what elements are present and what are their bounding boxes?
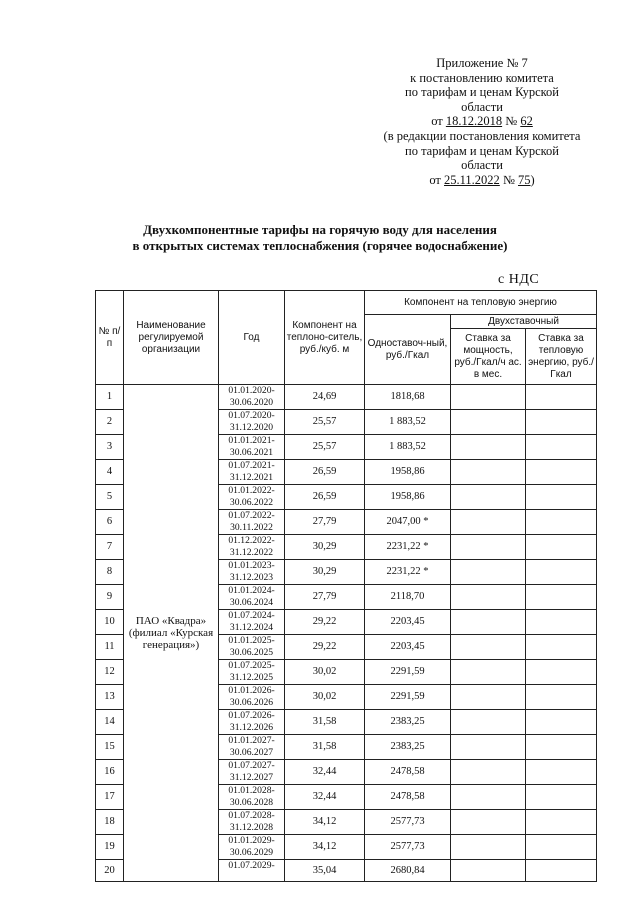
period-cell [219, 460, 285, 485]
single-rate-value: 2203,45 [365, 610, 451, 635]
from-label-2: от [429, 172, 441, 187]
capacity-rate-value [451, 860, 526, 882]
carrier-value: 32,44 [285, 785, 365, 810]
carrier-value: 29,22 [285, 610, 365, 635]
capacity-rate-value [451, 585, 526, 610]
annex-line-7: по тарифам и ценам Курской [405, 143, 559, 158]
vat-note: с НДС [498, 272, 540, 287]
row-number: 7 [96, 535, 124, 560]
heat-rate-value [526, 585, 597, 610]
period-to: 30.06.2022 [229, 497, 274, 508]
single-rate-value: 2478,58 [365, 760, 451, 785]
period-to: 31.12.2020 [229, 422, 274, 433]
single-rate-value: 1958,86 [365, 485, 451, 510]
annex-line-2: к постановлению комитета [410, 70, 554, 85]
period-from: 01.07.2020- [228, 410, 275, 421]
decree-date: 18.12.2018 [445, 114, 503, 129]
period-cell [219, 435, 285, 460]
row-number: 5 [96, 485, 124, 510]
carrier-value: 25,57 [285, 410, 365, 435]
period-from: 01.01.2025- [228, 635, 275, 646]
period-cell [219, 835, 285, 860]
capacity-rate-value [451, 560, 526, 585]
row-number: 4 [96, 460, 124, 485]
period-to: 30.06.2028 [229, 797, 274, 808]
period-from: 01.07.2026- [228, 710, 275, 721]
single-rate-value: 1 883,52 [365, 410, 451, 435]
period-from: 01.12.2022- [228, 535, 275, 546]
period-cell [219, 735, 285, 760]
single-rate-value: 2231,22 * [365, 560, 451, 585]
single-rate-value: 2118,70 [365, 585, 451, 610]
carrier-value: 34,12 [285, 835, 365, 860]
period-cell [219, 535, 285, 560]
period-from: 01.01.2020- [228, 385, 275, 396]
period-cell [219, 385, 285, 410]
period-cell [219, 410, 285, 435]
header-energy: Компонент на тепловую энергию [365, 291, 597, 315]
period-from: 01.07.2024- [228, 610, 275, 621]
period-to: 31.12.2022 [229, 547, 274, 558]
carrier-value: 30,29 [285, 560, 365, 585]
row-number: 9 [96, 585, 124, 610]
row-number: 19 [96, 835, 124, 860]
single-rate-value: 1958,86 [365, 460, 451, 485]
header-double: Двухставочный [451, 315, 597, 329]
annex-header [372, 56, 592, 187]
capacity-rate-value [451, 635, 526, 660]
row-number: 17 [96, 785, 124, 810]
heat-rate-value [526, 435, 597, 460]
table-body [96, 385, 597, 882]
single-rate-value: 2203,45 [365, 635, 451, 660]
carrier-value: 32,44 [285, 760, 365, 785]
heat-rate-value [526, 760, 597, 785]
period-from: 01.01.2029- [228, 835, 275, 846]
row-number: 1 [96, 385, 124, 410]
period-from: 01.07.2022- [228, 510, 275, 521]
heat-rate-value [526, 510, 597, 535]
single-rate-value: 1818,68 [365, 385, 451, 410]
period-to: 31.12.2021 [229, 472, 274, 483]
table-row [96, 385, 597, 410]
single-rate-value: 2047,00 * [365, 510, 451, 535]
row-number: 2 [96, 410, 124, 435]
annex-line-1: Приложение № 7 [436, 56, 528, 70]
document-title [80, 222, 560, 253]
row-number: 18 [96, 810, 124, 835]
row-number: 14 [96, 710, 124, 735]
period-to: 30.11.2022 [230, 522, 273, 533]
period-from: 01.01.2024- [228, 585, 275, 596]
capacity-rate-value [451, 410, 526, 435]
carrier-value: 27,79 [285, 585, 365, 610]
carrier-value: 27,79 [285, 510, 365, 535]
single-rate-value: 2383,25 [365, 710, 451, 735]
period-from: 01.01.2023- [228, 560, 275, 571]
row-number: 13 [96, 685, 124, 710]
period-from: 01.01.2028- [228, 785, 275, 796]
capacity-rate-value [451, 785, 526, 810]
header-single: Одноставоч-ный, руб./Гкал [365, 315, 451, 385]
row-number: 15 [96, 735, 124, 760]
heat-rate-value [526, 785, 597, 810]
row-number: 6 [96, 510, 124, 535]
carrier-value: 30,02 [285, 660, 365, 685]
period-to: 31.12.2023 [229, 572, 274, 583]
number-label: № [505, 114, 518, 129]
period-cell [219, 760, 285, 785]
heat-rate-value [526, 460, 597, 485]
carrier-value: 35,04 [285, 860, 365, 882]
period-from: 01.01.2022- [228, 485, 275, 496]
amendment-number: 75 [518, 172, 531, 187]
carrier-value: 26,59 [285, 485, 365, 510]
row-number: 3 [96, 435, 124, 460]
period-from: 01.01.2026- [228, 685, 275, 696]
heat-rate-value [526, 560, 597, 585]
period-to: 30.06.2026 [229, 697, 274, 708]
period-from: 01.07.2027- [228, 760, 275, 771]
period-from: 01.07.2021- [228, 460, 275, 471]
decree-number: 62 [520, 114, 533, 129]
single-rate-value: 2231,22 * [365, 535, 451, 560]
header-year: Год [219, 291, 285, 385]
annex-line-3: по тарифам и ценам Курской [405, 85, 559, 100]
heat-rate-value [526, 635, 597, 660]
capacity-rate-value [451, 710, 526, 735]
heat-rate-value [526, 860, 597, 882]
period-from: 01.07.2029- [228, 860, 275, 871]
period-cell [219, 660, 285, 685]
number-label-2: № [502, 172, 515, 187]
period-cell [219, 710, 285, 735]
period-cell [219, 810, 285, 835]
capacity-rate-value [451, 435, 526, 460]
carrier-value: 30,29 [285, 535, 365, 560]
carrier-value: 30,02 [285, 685, 365, 710]
period-cell [219, 560, 285, 585]
heat-rate-value [526, 810, 597, 835]
period-cell [219, 510, 285, 535]
heat-rate-value [526, 385, 597, 410]
row-number: 10 [96, 610, 124, 635]
period-cell [219, 785, 285, 810]
closing-paren: ) [530, 172, 535, 187]
single-rate-value: 2383,25 [365, 735, 451, 760]
period-to: 30.06.2021 [229, 447, 274, 458]
carrier-value: 24,69 [285, 385, 365, 410]
heat-rate-value [526, 660, 597, 685]
heat-rate-value [526, 710, 597, 735]
from-label: от [431, 114, 443, 129]
capacity-rate-value [451, 810, 526, 835]
period-from: 01.07.2025- [228, 660, 275, 671]
row-number: 11 [96, 635, 124, 660]
capacity-rate-value [451, 735, 526, 760]
heat-rate-value [526, 685, 597, 710]
row-number: 12 [96, 660, 124, 685]
period-cell [219, 585, 285, 610]
heat-rate-value [526, 610, 597, 635]
period-to: 30.06.2029 [229, 847, 274, 858]
single-rate-value: 2577,73 [365, 835, 451, 860]
period-cell [219, 860, 285, 882]
period-cell [219, 685, 285, 710]
period-from: 01.07.2028- [228, 810, 275, 821]
capacity-rate-value [451, 535, 526, 560]
period-to: 30.06.2025 [229, 647, 274, 658]
capacity-rate-value [451, 385, 526, 410]
heat-rate-value [526, 835, 597, 860]
header-num: № п/п [96, 291, 124, 385]
capacity-rate-value [451, 510, 526, 535]
period-to: 31.12.2027 [229, 772, 274, 783]
tariff-table [95, 290, 597, 882]
annex-line-6: (в редакции постановления комитета [383, 128, 581, 143]
capacity-rate-value [451, 660, 526, 685]
single-rate-value: 2577,73 [365, 810, 451, 835]
single-rate-value: 2680,84 [365, 860, 451, 882]
carrier-value: 31,58 [285, 710, 365, 735]
period-from: 01.01.2027- [228, 735, 275, 746]
period-to: 30.06.2027 [229, 747, 274, 758]
header-capacity: Ставка за мощность, руб./Гкал/ч ас. в мес. [451, 329, 526, 385]
title-line-2: в открытых системах теплоснабжения (горячее водоснабжение) [132, 237, 508, 253]
amendment-date: 25.11.2022 [444, 172, 500, 187]
heat-rate-value [526, 735, 597, 760]
annex-line-5 [372, 114, 592, 129]
carrier-value: 34,12 [285, 810, 365, 835]
heat-rate-value [526, 535, 597, 560]
annex-line-9 [372, 173, 592, 188]
period-to: 30.06.2020 [229, 397, 274, 408]
capacity-rate-value [451, 685, 526, 710]
single-rate-value: 1 883,52 [365, 435, 451, 460]
period-to: 30.06.2024 [229, 597, 274, 608]
period-cell [219, 635, 285, 660]
carrier-value: 29,22 [285, 635, 365, 660]
title-line-1: Двухкомпонентные тарифы на горячую воду для населения [143, 222, 497, 237]
annex-line-4: области [461, 99, 503, 114]
header-carrier: Компонент на теплоно-ситель, руб./куб. м [285, 291, 365, 385]
annex-line-8: области [461, 158, 503, 173]
period-to: 31.12.2025 [229, 672, 274, 683]
single-rate-value: 2478,58 [365, 785, 451, 810]
period-cell [219, 610, 285, 635]
capacity-rate-value [451, 610, 526, 635]
header-org: Наименование регулируемой организации [124, 291, 219, 385]
period-to: 31.12.2024 [229, 622, 274, 633]
capacity-rate-value [451, 835, 526, 860]
period-from: 01.01.2021- [228, 435, 275, 446]
row-number: 16 [96, 760, 124, 785]
single-rate-value: 2291,59 [365, 685, 451, 710]
heat-rate-value [526, 485, 597, 510]
carrier-value: 25,57 [285, 435, 365, 460]
period-to: 31.12.2028 [229, 822, 274, 833]
heat-rate-value [526, 410, 597, 435]
organization-name: ПАО «Квадра» (филиал «Курская генерация») [124, 385, 219, 882]
capacity-rate-value [451, 760, 526, 785]
capacity-rate-value [451, 460, 526, 485]
carrier-value: 31,58 [285, 735, 365, 760]
carrier-value: 26,59 [285, 460, 365, 485]
header-heat: Ставка за тепловую энергию, руб./Гкал [526, 329, 597, 385]
capacity-rate-value [451, 485, 526, 510]
single-rate-value: 2291,59 [365, 660, 451, 685]
row-number: 20 [96, 860, 124, 882]
period-to: 31.12.2026 [229, 722, 274, 733]
period-cell [219, 485, 285, 510]
row-number: 8 [96, 560, 124, 585]
